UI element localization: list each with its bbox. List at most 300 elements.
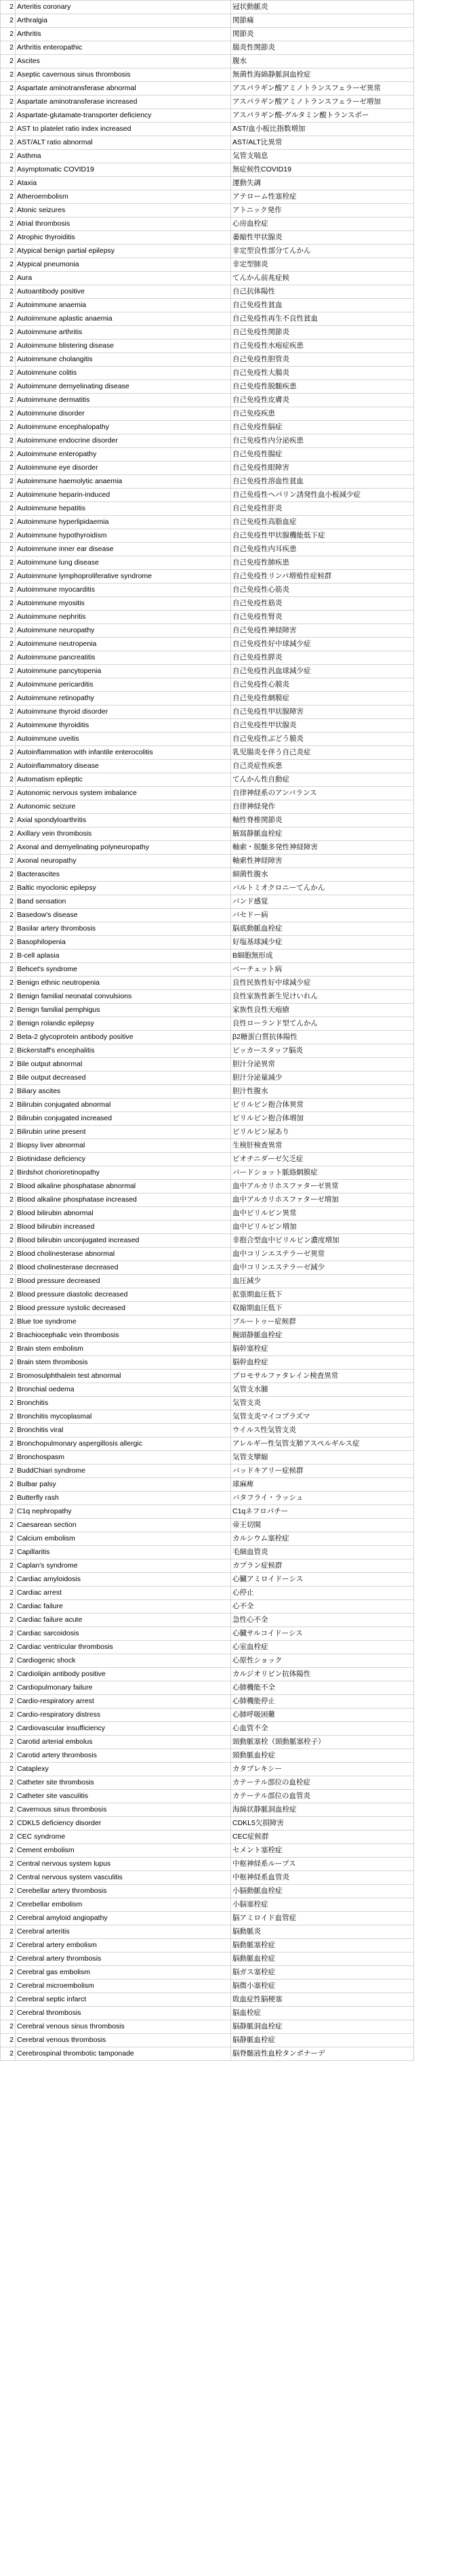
english-term-cell[interactable]: Autoimmune lymphoproliferative syndrome — [16, 570, 231, 584]
japanese-term-cell[interactable]: アレルギー性気管支肺アスペルギルス症 — [231, 1437, 414, 1451]
row-count-cell[interactable]: 2 — [1, 109, 16, 123]
row-count-cell[interactable]: 2 — [1, 827, 16, 841]
row-count-cell[interactable]: 2 — [1, 190, 16, 204]
japanese-term-cell[interactable]: 自己免疫疾患 — [231, 407, 414, 421]
english-term-cell[interactable]: Atypical benign partial epilepsy — [16, 245, 231, 258]
english-term-cell[interactable]: Cardiac arrest — [16, 1587, 231, 1600]
english-term-cell[interactable]: Atonic seizures — [16, 204, 231, 218]
row-count-cell[interactable]: 2 — [1, 1776, 16, 1790]
japanese-term-cell[interactable]: 冠状動脈炎 — [231, 1, 414, 14]
english-term-cell[interactable]: Blood alkaline phosphatase abnormal — [16, 1180, 231, 1193]
japanese-term-cell[interactable]: 脳動脈炎 — [231, 1925, 414, 1939]
japanese-term-cell[interactable]: 脳静脈血栓症 — [231, 2034, 414, 2047]
english-term-cell[interactable]: Autoimmune pericarditis — [16, 678, 231, 692]
japanese-term-cell[interactable]: 自己炎症性疾患 — [231, 760, 414, 773]
english-term-cell[interactable]: Autoimmune neuropathy — [16, 624, 231, 638]
row-count-cell[interactable]: 2 — [1, 1437, 16, 1451]
row-count-cell[interactable]: 2 — [1, 218, 16, 231]
english-term-cell[interactable]: Autoimmune nephritis — [16, 611, 231, 624]
row-count-cell[interactable]: 2 — [1, 1587, 16, 1600]
row-count-cell[interactable]: 2 — [1, 1356, 16, 1370]
row-count-cell[interactable]: 2 — [1, 1451, 16, 1465]
english-term-cell[interactable]: Autoimmune retinopathy — [16, 692, 231, 706]
japanese-term-cell[interactable]: 腹水 — [231, 55, 414, 68]
japanese-term-cell[interactable]: 血中アルカリホスファターゼ増加 — [231, 1193, 414, 1207]
japanese-term-cell[interactable]: カルシウム塞栓症 — [231, 1532, 414, 1546]
english-term-cell[interactable]: Blood cholinesterase abnormal — [16, 1248, 231, 1261]
row-count-cell[interactable]: 2 — [1, 882, 16, 895]
japanese-term-cell[interactable]: 中枢神経系ループス — [231, 1858, 414, 1871]
row-count-cell[interactable]: 2 — [1, 787, 16, 800]
japanese-term-cell[interactable]: 血中コリンエステラーゼ異常 — [231, 1248, 414, 1261]
english-term-cell[interactable]: Cerebral artery thrombosis — [16, 1953, 231, 1966]
english-term-cell[interactable]: Brain stem thrombosis — [16, 1356, 231, 1370]
row-count-cell[interactable]: 2 — [1, 1803, 16, 1817]
english-term-cell[interactable]: Ataxia — [16, 177, 231, 190]
japanese-term-cell[interactable]: アテローム性塞栓症 — [231, 190, 414, 204]
english-term-cell[interactable]: Cerebral artery embolism — [16, 1939, 231, 1953]
row-count-cell[interactable]: 2 — [1, 1953, 16, 1966]
japanese-term-cell[interactable]: ビオチニダーゼ欠乏症 — [231, 1153, 414, 1166]
japanese-term-cell[interactable]: 家族性良性天疱瘡 — [231, 1004, 414, 1017]
japanese-term-cell[interactable]: 自己免疫性溶血性貧血 — [231, 475, 414, 489]
row-count-cell[interactable]: 2 — [1, 597, 16, 611]
japanese-term-cell[interactable]: 海綿状静脈洞血栓症 — [231, 1803, 414, 1817]
row-count-cell[interactable]: 2 — [1, 1844, 16, 1858]
english-term-cell[interactable]: C1q nephropathy — [16, 1505, 231, 1519]
japanese-term-cell[interactable]: バッドキアリー症候群 — [231, 1465, 414, 1478]
row-count-cell[interactable]: 2 — [1, 353, 16, 367]
english-term-cell[interactable]: Cardiovascular insufficiency — [16, 1722, 231, 1736]
row-count-cell[interactable]: 2 — [1, 1885, 16, 1898]
english-term-cell[interactable]: Autoimmune eye disorder — [16, 462, 231, 475]
english-term-cell[interactable]: Basilar artery thrombosis — [16, 922, 231, 936]
row-count-cell[interactable]: 2 — [1, 584, 16, 597]
japanese-term-cell[interactable]: C1qネフロパチー — [231, 1505, 414, 1519]
row-count-cell[interactable]: 2 — [1, 651, 16, 665]
english-term-cell[interactable]: Carotid arterial embolus — [16, 1736, 231, 1749]
english-term-cell[interactable]: Bacterascites — [16, 868, 231, 882]
japanese-term-cell[interactable]: 自己免疫性肝炎 — [231, 502, 414, 516]
row-count-cell[interactable]: 2 — [1, 922, 16, 936]
japanese-term-cell[interactable]: セメント塞栓症 — [231, 1844, 414, 1858]
row-count-cell[interactable]: 2 — [1, 1410, 16, 1424]
japanese-term-cell[interactable]: 自己免疫性大腸炎 — [231, 367, 414, 380]
english-term-cell[interactable]: Biotinidase deficiency — [16, 1153, 231, 1166]
english-term-cell[interactable]: Bile output abnormal — [16, 1058, 231, 1071]
japanese-term-cell[interactable]: 自己免疫性ヘパリン誘発性血小板減少症 — [231, 489, 414, 502]
english-term-cell[interactable]: Cerebral amyloid angiopathy — [16, 1912, 231, 1925]
japanese-term-cell[interactable]: ウイルス性気管支炎 — [231, 1424, 414, 1437]
japanese-term-cell[interactable]: バタフライ・ラッシュ — [231, 1492, 414, 1505]
english-term-cell[interactable]: Autoimmune cholangitis — [16, 353, 231, 367]
row-count-cell[interactable]: 2 — [1, 1546, 16, 1559]
english-term-cell[interactable]: Autoimmune heparin-induced — [16, 489, 231, 502]
row-count-cell[interactable]: 2 — [1, 1085, 16, 1099]
english-term-cell[interactable]: Autoimmune pancreatitis — [16, 651, 231, 665]
row-count-cell[interactable]: 2 — [1, 1695, 16, 1709]
japanese-term-cell[interactable]: 心肺機能不全 — [231, 1681, 414, 1695]
japanese-term-cell[interactable]: AST/ALT比異常 — [231, 136, 414, 150]
japanese-term-cell[interactable]: 心肺機能停止 — [231, 1695, 414, 1709]
row-count-cell[interactable]: 2 — [1, 1939, 16, 1953]
english-term-cell[interactable]: Basedow's disease — [16, 909, 231, 922]
japanese-term-cell[interactable]: 血中アルカリホスファターゼ異常 — [231, 1180, 414, 1193]
row-count-cell[interactable]: 2 — [1, 1207, 16, 1221]
row-count-cell[interactable]: 2 — [1, 1519, 16, 1532]
english-term-cell[interactable]: Autoimmune thyroiditis — [16, 719, 231, 733]
japanese-term-cell[interactable]: カルジオリピン抗体陽性 — [231, 1668, 414, 1681]
row-count-cell[interactable]: 2 — [1, 1343, 16, 1356]
row-count-cell[interactable]: 2 — [1, 1302, 16, 1315]
japanese-term-cell[interactable]: 腸炎性関節炎 — [231, 41, 414, 55]
row-count-cell[interactable]: 2 — [1, 800, 16, 814]
english-term-cell[interactable]: Catheter site thrombosis — [16, 1776, 231, 1790]
english-term-cell[interactable]: AST/ALT ratio abnormal — [16, 136, 231, 150]
japanese-term-cell[interactable]: 細菌性腹水 — [231, 868, 414, 882]
row-count-cell[interactable]: 2 — [1, 1858, 16, 1871]
row-count-cell[interactable]: 2 — [1, 2034, 16, 2047]
english-term-cell[interactable]: Cerebral venous thrombosis — [16, 2034, 231, 2047]
row-count-cell[interactable]: 2 — [1, 814, 16, 827]
japanese-term-cell[interactable]: ブルートゥー症候群 — [231, 1315, 414, 1329]
english-term-cell[interactable]: Blood bilirubin increased — [16, 1221, 231, 1234]
english-term-cell[interactable]: Cardio-respiratory distress — [16, 1709, 231, 1722]
english-term-cell[interactable]: Axonal and demyelinating polyneuropathy — [16, 841, 231, 855]
japanese-term-cell[interactable]: 頸動脈血栓症 — [231, 1749, 414, 1763]
row-count-cell[interactable]: 2 — [1, 150, 16, 163]
english-term-cell[interactable]: Blood pressure decreased — [16, 1275, 231, 1288]
english-term-cell[interactable]: Autoimmune colitis — [16, 367, 231, 380]
row-count-cell[interactable]: 2 — [1, 949, 16, 963]
row-count-cell[interactable]: 2 — [1, 1058, 16, 1071]
row-count-cell[interactable]: 2 — [1, 1966, 16, 1980]
english-term-cell[interactable]: Autoimmune anaemia — [16, 299, 231, 312]
row-count-cell[interactable]: 2 — [1, 394, 16, 407]
japanese-term-cell[interactable]: 気管支水腫 — [231, 1383, 414, 1397]
japanese-term-cell[interactable]: 非抱合型血中ビリルビン濃度増加 — [231, 1234, 414, 1248]
row-count-cell[interactable]: 2 — [1, 502, 16, 516]
row-count-cell[interactable]: 2 — [1, 1221, 16, 1234]
japanese-term-cell[interactable]: 小脳動脈血栓症 — [231, 1885, 414, 1898]
english-term-cell[interactable]: Ascites — [16, 55, 231, 68]
japanese-term-cell[interactable]: 中枢神経系血管炎 — [231, 1871, 414, 1885]
row-count-cell[interactable]: 2 — [1, 1993, 16, 2007]
english-term-cell[interactable]: Autoimmune hyperlipidaemia — [16, 516, 231, 529]
english-term-cell[interactable]: Cerebellar artery thrombosis — [16, 1885, 231, 1898]
row-count-cell[interactable]: 2 — [1, 1817, 16, 1831]
japanese-term-cell[interactable]: 自己免疫性膵炎 — [231, 651, 414, 665]
row-count-cell[interactable]: 2 — [1, 746, 16, 760]
row-count-cell[interactable]: 2 — [1, 1004, 16, 1017]
row-count-cell[interactable]: 2 — [1, 1898, 16, 1912]
english-term-cell[interactable]: Bile output decreased — [16, 1071, 231, 1085]
english-term-cell[interactable]: Cardiac failure acute — [16, 1614, 231, 1627]
english-term-cell[interactable]: Cerebral microembolism — [16, 1980, 231, 1993]
english-term-cell[interactable]: Bronchial oedema — [16, 1383, 231, 1397]
english-term-cell[interactable]: Aspartate aminotransferase abnormal — [16, 82, 231, 96]
row-count-cell[interactable]: 2 — [1, 1573, 16, 1587]
japanese-term-cell[interactable]: ベーチェット病 — [231, 963, 414, 977]
japanese-term-cell[interactable]: 脳微小塞栓症 — [231, 1980, 414, 1993]
english-term-cell[interactable]: Cerebellar embolism — [16, 1898, 231, 1912]
row-count-cell[interactable]: 2 — [1, 2007, 16, 2020]
english-term-cell[interactable]: Autoimmune arthritis — [16, 326, 231, 340]
japanese-term-cell[interactable]: 生検肝検査異常 — [231, 1139, 414, 1153]
english-term-cell[interactable]: Cardiolipin antibody positive — [16, 1668, 231, 1681]
row-count-cell[interactable]: 2 — [1, 1315, 16, 1329]
row-count-cell[interactable]: 2 — [1, 96, 16, 109]
row-count-cell[interactable]: 2 — [1, 1749, 16, 1763]
japanese-term-cell[interactable]: 脳動脈血栓症 — [231, 1953, 414, 1966]
english-term-cell[interactable]: Arthritis enteropathic — [16, 41, 231, 55]
japanese-term-cell[interactable]: 関節痛 — [231, 14, 414, 28]
english-term-cell[interactable]: Atrial thrombosis — [16, 218, 231, 231]
japanese-term-cell[interactable]: 球麻痺 — [231, 1478, 414, 1492]
english-term-cell[interactable]: Cerebral gas embolism — [16, 1966, 231, 1980]
row-count-cell[interactable]: 2 — [1, 1288, 16, 1302]
english-term-cell[interactable]: Atheroembolism — [16, 190, 231, 204]
row-count-cell[interactable]: 2 — [1, 1614, 16, 1627]
english-term-cell[interactable]: CEC syndrome — [16, 1831, 231, 1844]
english-term-cell[interactable]: Blood bilirubin unconjugated increased — [16, 1234, 231, 1248]
japanese-term-cell[interactable]: 自己免疫性胆管炎 — [231, 353, 414, 367]
japanese-term-cell[interactable]: 敗血症性脳梗塞 — [231, 1993, 414, 2007]
english-term-cell[interactable]: Atrophic thyroiditis — [16, 231, 231, 245]
japanese-term-cell[interactable]: 血中ビリルビン増加 — [231, 1221, 414, 1234]
row-count-cell[interactable]: 2 — [1, 1275, 16, 1288]
japanese-term-cell[interactable]: 自己免疫性甲状腺障害 — [231, 706, 414, 719]
japanese-term-cell[interactable]: 好塩基球減少症 — [231, 936, 414, 949]
english-term-cell[interactable]: Asymptomatic COVID19 — [16, 163, 231, 177]
english-term-cell[interactable]: Bromosulphthalein test abnormal — [16, 1370, 231, 1383]
english-term-cell[interactable]: Autoimmune demyelinating disease — [16, 380, 231, 394]
row-count-cell[interactable]: 2 — [1, 407, 16, 421]
row-count-cell[interactable]: 2 — [1, 990, 16, 1004]
row-count-cell[interactable]: 2 — [1, 977, 16, 990]
english-term-cell[interactable]: Autoimmune haemolytic anaemia — [16, 475, 231, 489]
japanese-term-cell[interactable]: 脳動脈塞栓症 — [231, 1939, 414, 1953]
japanese-term-cell[interactable]: 萎縮性甲状腺炎 — [231, 231, 414, 245]
english-term-cell[interactable]: Biopsy liver abnormal — [16, 1139, 231, 1153]
row-count-cell[interactable]: 2 — [1, 529, 16, 543]
row-count-cell[interactable]: 2 — [1, 1370, 16, 1383]
japanese-term-cell[interactable]: カプラン症候群 — [231, 1559, 414, 1573]
japanese-term-cell[interactable]: 心原性ショック — [231, 1654, 414, 1668]
row-count-cell[interactable]: 2 — [1, 1831, 16, 1844]
row-count-cell[interactable]: 2 — [1, 516, 16, 529]
japanese-term-cell[interactable]: 心不全 — [231, 1600, 414, 1614]
english-term-cell[interactable]: Benign familial neonatal convulsions — [16, 990, 231, 1004]
english-term-cell[interactable]: AST to platelet ratio index increased — [16, 123, 231, 136]
row-count-cell[interactable]: 2 — [1, 1383, 16, 1397]
japanese-term-cell[interactable]: 運動失調 — [231, 177, 414, 190]
japanese-term-cell[interactable]: 心臓アミロイドーシス — [231, 1573, 414, 1587]
english-term-cell[interactable]: Aura — [16, 272, 231, 285]
japanese-term-cell[interactable]: 拡張期血圧低下 — [231, 1288, 414, 1302]
row-count-cell[interactable]: 2 — [1, 177, 16, 190]
japanese-term-cell[interactable]: 血中コリンエステラーゼ減少 — [231, 1261, 414, 1275]
row-count-cell[interactable]: 2 — [1, 123, 16, 136]
row-count-cell[interactable]: 2 — [1, 204, 16, 218]
row-count-cell[interactable]: 2 — [1, 719, 16, 733]
japanese-term-cell[interactable]: ビッカースタッフ脳炎 — [231, 1044, 414, 1058]
english-term-cell[interactable]: Autoimmune aplastic anaemia — [16, 312, 231, 326]
row-count-cell[interactable]: 2 — [1, 1790, 16, 1803]
japanese-term-cell[interactable]: 自己免疫性眼障害 — [231, 462, 414, 475]
row-count-cell[interactable]: 2 — [1, 489, 16, 502]
english-term-cell[interactable]: Autoinflammation with infantile enterocolitis — [16, 746, 231, 760]
english-term-cell[interactable]: Autoimmune myocarditis — [16, 584, 231, 597]
english-term-cell[interactable]: Bronchospasm — [16, 1451, 231, 1465]
row-count-cell[interactable]: 2 — [1, 1044, 16, 1058]
english-term-cell[interactable]: Caplan's syndrome — [16, 1559, 231, 1573]
japanese-term-cell[interactable]: 心血管不全 — [231, 1722, 414, 1736]
japanese-term-cell[interactable]: 良性ローランド型てんかん — [231, 1017, 414, 1031]
japanese-term-cell[interactable]: 心肺呼吸困難 — [231, 1709, 414, 1722]
row-count-cell[interactable]: 2 — [1, 1180, 16, 1193]
row-count-cell[interactable]: 2 — [1, 312, 16, 326]
english-term-cell[interactable]: Behcet's syndrome — [16, 963, 231, 977]
english-term-cell[interactable]: Autoimmune hypothyroidism — [16, 529, 231, 543]
english-term-cell[interactable]: Brachiocephalic vein thrombosis — [16, 1329, 231, 1343]
row-count-cell[interactable]: 2 — [1, 462, 16, 475]
row-count-cell[interactable]: 2 — [1, 1, 16, 14]
english-term-cell[interactable]: Blue toe syndrome — [16, 1315, 231, 1329]
row-count-cell[interactable]: 2 — [1, 909, 16, 922]
japanese-term-cell[interactable]: 血圧減少 — [231, 1275, 414, 1288]
english-term-cell[interactable]: Beta-2 glycoprotein antibody positive — [16, 1031, 231, 1044]
english-term-cell[interactable]: Cerebral thrombosis — [16, 2007, 231, 2020]
row-count-cell[interactable]: 2 — [1, 1627, 16, 1641]
japanese-term-cell[interactable]: 脳幹塞栓症 — [231, 1343, 414, 1356]
english-term-cell[interactable]: Autoimmune hepatitis — [16, 502, 231, 516]
japanese-term-cell[interactable]: 頸動脈塞栓（頸動脈塞栓子） — [231, 1736, 414, 1749]
row-count-cell[interactable]: 2 — [1, 82, 16, 96]
japanese-term-cell[interactable]: アトニック発作 — [231, 204, 414, 218]
japanese-term-cell[interactable]: 自己免疫性肺疾患 — [231, 556, 414, 570]
english-term-cell[interactable]: Aseptic cavernous sinus thrombosis — [16, 68, 231, 82]
japanese-term-cell[interactable]: 心房血栓症 — [231, 218, 414, 231]
row-count-cell[interactable]: 2 — [1, 163, 16, 177]
japanese-term-cell[interactable]: 自己免疫性神経障害 — [231, 624, 414, 638]
row-count-cell[interactable]: 2 — [1, 1478, 16, 1492]
row-count-cell[interactable]: 2 — [1, 692, 16, 706]
japanese-term-cell[interactable]: 急性心不全 — [231, 1614, 414, 1627]
japanese-term-cell[interactable]: 関節炎 — [231, 28, 414, 41]
english-term-cell[interactable]: Autoimmune neutropenia — [16, 638, 231, 651]
row-count-cell[interactable]: 2 — [1, 326, 16, 340]
english-term-cell[interactable]: Blood bilirubin abnormal — [16, 1207, 231, 1221]
row-count-cell[interactable]: 2 — [1, 1329, 16, 1343]
japanese-term-cell[interactable]: バセドー病 — [231, 909, 414, 922]
japanese-term-cell[interactable]: 胆汁分泌量減少 — [231, 1071, 414, 1085]
row-count-cell[interactable]: 2 — [1, 1071, 16, 1085]
japanese-term-cell[interactable]: B細胞無形成 — [231, 949, 414, 963]
row-count-cell[interactable]: 2 — [1, 1017, 16, 1031]
row-count-cell[interactable]: 2 — [1, 1099, 16, 1112]
english-term-cell[interactable]: Autoimmune encephalopathy — [16, 421, 231, 434]
row-count-cell[interactable]: 2 — [1, 1248, 16, 1261]
japanese-term-cell[interactable]: カテーテル部位の血管炎 — [231, 1790, 414, 1803]
japanese-term-cell[interactable]: AST/血小板比指数増加 — [231, 123, 414, 136]
english-term-cell[interactable]: Cardio-respiratory arrest — [16, 1695, 231, 1709]
english-term-cell[interactable]: Cataplexy — [16, 1763, 231, 1776]
japanese-term-cell[interactable]: 気管支炎 — [231, 1397, 414, 1410]
english-term-cell[interactable]: Cerebral venous sinus thrombosis — [16, 2020, 231, 2034]
row-count-cell[interactable]: 2 — [1, 895, 16, 909]
japanese-term-cell[interactable]: 自己免疫性網膜症 — [231, 692, 414, 706]
english-term-cell[interactable]: Autoimmune disorder — [16, 407, 231, 421]
row-count-cell[interactable]: 2 — [1, 367, 16, 380]
english-term-cell[interactable]: Autoimmune dermatitis — [16, 394, 231, 407]
row-count-cell[interactable]: 2 — [1, 136, 16, 150]
english-term-cell[interactable]: Axillary vein thrombosis — [16, 827, 231, 841]
row-count-cell[interactable]: 2 — [1, 55, 16, 68]
row-count-cell[interactable]: 2 — [1, 1193, 16, 1207]
row-count-cell[interactable]: 2 — [1, 14, 16, 28]
english-term-cell[interactable]: Cerebral arteritis — [16, 1925, 231, 1939]
japanese-term-cell[interactable]: 心停止 — [231, 1587, 414, 1600]
row-count-cell[interactable]: 2 — [1, 706, 16, 719]
row-count-cell[interactable]: 2 — [1, 2047, 16, 2061]
row-count-cell[interactable]: 2 — [1, 1505, 16, 1519]
row-count-cell[interactable]: 2 — [1, 299, 16, 312]
japanese-term-cell[interactable]: カテーテル部位の血栓症 — [231, 1776, 414, 1790]
japanese-term-cell[interactable]: 自己免疫性貧血 — [231, 299, 414, 312]
english-term-cell[interactable]: Aspartate aminotransferase increased — [16, 96, 231, 109]
japanese-term-cell[interactable]: バードショット脈絡網膜症 — [231, 1166, 414, 1180]
english-term-cell[interactable]: Bulbar palsy — [16, 1478, 231, 1492]
english-term-cell[interactable]: Cardiac sarcoidosis — [16, 1627, 231, 1641]
english-term-cell[interactable]: Cardiopulmonary failure — [16, 1681, 231, 1695]
english-term-cell[interactable]: Autoimmune enteropathy — [16, 448, 231, 462]
english-term-cell[interactable]: Autoimmune myositis — [16, 597, 231, 611]
japanese-term-cell[interactable]: 無菌性海綿静脈洞血栓症 — [231, 68, 414, 82]
row-count-cell[interactable]: 2 — [1, 1871, 16, 1885]
japanese-term-cell[interactable]: ビリルビン抱合体異常 — [231, 1099, 414, 1112]
row-count-cell[interactable]: 2 — [1, 1709, 16, 1722]
row-count-cell[interactable]: 2 — [1, 1126, 16, 1139]
row-count-cell[interactable]: 2 — [1, 665, 16, 678]
row-count-cell[interactable]: 2 — [1, 543, 16, 556]
japanese-term-cell[interactable]: 腋窩静脈血栓症 — [231, 827, 414, 841]
row-count-cell[interactable]: 2 — [1, 1600, 16, 1614]
row-count-cell[interactable]: 2 — [1, 678, 16, 692]
japanese-term-cell[interactable]: ビリルビン尿あり — [231, 1126, 414, 1139]
japanese-term-cell[interactable]: 胆汁性腹水 — [231, 1085, 414, 1099]
row-count-cell[interactable]: 2 — [1, 638, 16, 651]
row-count-cell[interactable]: 2 — [1, 868, 16, 882]
japanese-term-cell[interactable]: 自己免疫性脳症 — [231, 421, 414, 434]
japanese-term-cell[interactable]: 心室血栓症 — [231, 1641, 414, 1654]
row-count-cell[interactable]: 2 — [1, 624, 16, 638]
row-count-cell[interactable]: 2 — [1, 421, 16, 434]
japanese-term-cell[interactable]: 自律神経系のアンバランス — [231, 787, 414, 800]
japanese-term-cell[interactable]: 自己免疫性腸症 — [231, 448, 414, 462]
row-count-cell[interactable]: 2 — [1, 1112, 16, 1126]
row-count-cell[interactable]: 2 — [1, 1397, 16, 1410]
japanese-term-cell[interactable]: 自己免疫性心筋炎 — [231, 584, 414, 597]
row-count-cell[interactable]: 2 — [1, 448, 16, 462]
japanese-term-cell[interactable]: アスパラギン酸アミノトランスフェラーゼ増加 — [231, 96, 414, 109]
english-term-cell[interactable]: Carotid artery thrombosis — [16, 1749, 231, 1763]
japanese-term-cell[interactable]: 無症候性COVID19 — [231, 163, 414, 177]
japanese-term-cell[interactable]: 脳幹血栓症 — [231, 1356, 414, 1370]
japanese-term-cell[interactable]: 自己免疫性再生不良性貧血 — [231, 312, 414, 326]
japanese-term-cell[interactable]: 自己免疫性脱髄疾患 — [231, 380, 414, 394]
japanese-term-cell[interactable]: 気管支攣縮 — [231, 1451, 414, 1465]
